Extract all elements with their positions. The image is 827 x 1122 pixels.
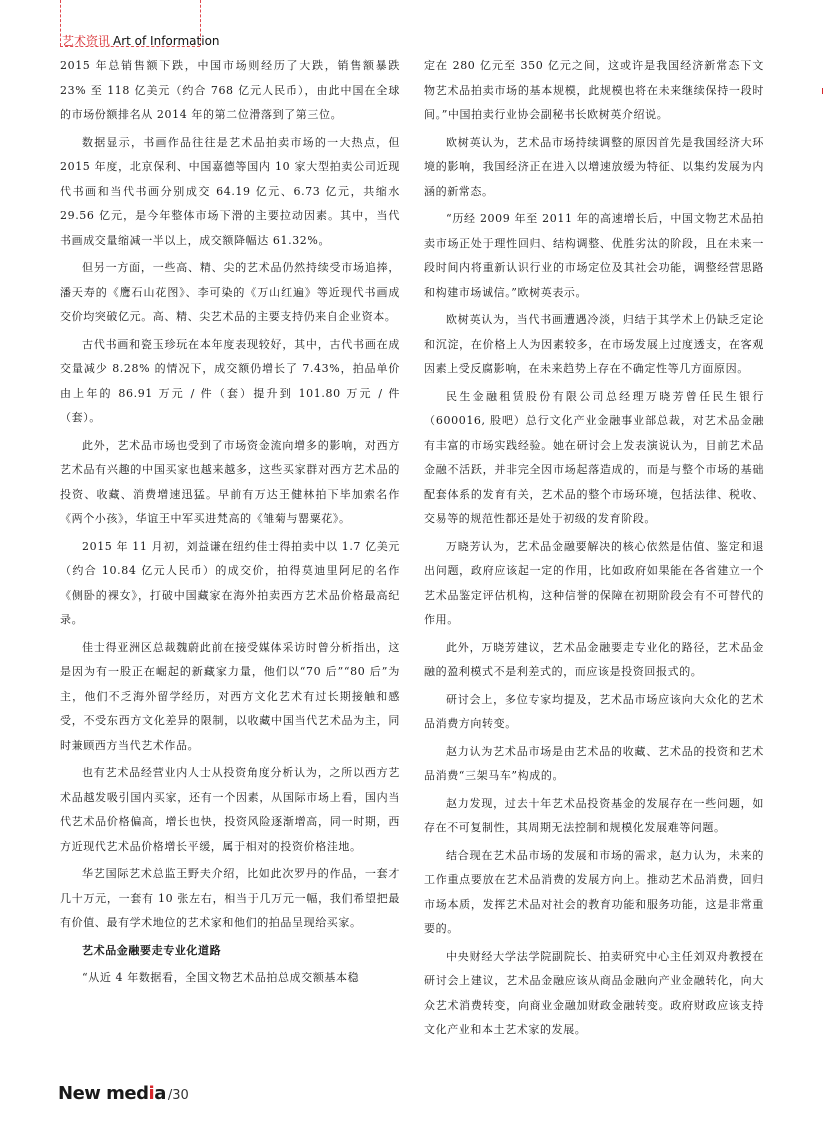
- paragraph: 万晓芳认为，艺术品金融要解决的核心依然是估值、鉴定和退出问题，政府应该起一定的作用，比如政府如果能在各省建立一个艺术品鉴定评估机构，这种信誉的保障在初期阶段会有不可替代的作用。: [424, 539, 764, 626]
- paragraph: 结合现在艺术品市场的发展和市场的需求，赵力认为，未来的工作重点要放在艺术品消费的发展方向上。推动艺术品消费，回归市场本质，发挥艺术品对社会的教育功能和服务功能，这是非常重要的。: [424, 848, 764, 935]
- page-footer: [58, 1083, 189, 1104]
- paragraph: 华艺国际艺术总监王野夫介绍，比如此次罗丹的作品，一套才几十万元，一套有 10 张左右，相当于几万元一幅，我们希望把最有价值、最有学术地位的艺术家和他们的拍品呈现给买家。: [60, 867, 400, 929]
- paragraph: 赵力发现，过去十年艺术品投资基金的发展存在一些问题，如存在不可复制性，其周期无法控制和规模化发展难等问题。: [424, 796, 764, 834]
- paragraph: 欧树英认为，当代书画遭遇冷淡，归结于其学术上仍缺乏定论和沉淀，在价格上人为因素较多，在市场发展上过度透支，在客观因素上受反腐影响，在未来趋势上存在不确定性等几方面原因。: [424, 313, 764, 375]
- paragraph: 也有艺术品经营业内人士从投资角度分析认为，之所以西方艺术品越发吸引国内买家，还有一个因素，从国际市场上看，国内当代艺术品价格偏高，增长也快，投资风险逐渐增高，同一时期，西方近现代艺术品价格增长平缓，属于相对的投资价格洼地。: [60, 766, 400, 853]
- paragraph: 赵力认为艺术品市场是由艺术品的收藏、艺术品的投资和艺术品消费“三架马车”构成的。: [424, 744, 764, 782]
- logo-accent-letter: i: [148, 1083, 155, 1104]
- paragraph: 研讨会上，多位专家均提及，艺术品市场应该向大众化的艺术品消费方向转变。: [424, 692, 764, 730]
- paragraph: 2015 年 11 月初，刘益谦在纽约佳士得拍卖中以 1.7 亿美元（约合 10.84 亿元人民币）的成交价，拍得莫迪里阿尼的名作《侧卧的裸女》，打破中国藏家在海外拍卖西方艺术品价格最高纪录。: [60, 539, 400, 626]
- paragraph: 欧树英认为，艺术品市场持续调整的原因首先是我国经济大环境的影响，我国经济正在进入以增速放缓为特征、以集约发展为内涵的新常态。: [424, 135, 764, 198]
- article-column-left: [60, 54, 400, 994]
- paragraph: 古代书画和瓷玉珍玩在本年度表现较好，其中，古代书画在成交量减少 8.28% 的情况下，成交额仍增长了 7.43%，拍品单价由上年的 86.91 万元 / 件（套）提升到 101.80 万元 / 件（套）。: [60, 337, 400, 424]
- page-number: /30: [167, 1088, 189, 1103]
- paragraph: “历经 2009 年至 2011 年的高速增长后，中国文物艺术品拍卖市场正处于理性回归、结构调整、优胜劣汰的阶段，且在未来一段时间内将重新认识行业的市场定位及其社会功能，调整经营思路和构建市场诚信。”欧树英表示。: [424, 212, 764, 299]
- paragraph: 佳士得亚洲区总裁魏蔚此前在接受媒体采访时曾分析指出，这是因为有一股正在崛起的新藏家力量，他们以“70 后”“80 后”为主，他们不乏海外留学经历，对西方文化艺术有过长期接触和感受，不受东西方文化差异的限制，以收藏中国当代艺术品为主，同时兼顾西方当代艺术作品。: [60, 640, 400, 752]
- crop-guide-left: [60, 0, 61, 46]
- section-header: [62, 34, 220, 48]
- edge-mark: [822, 88, 827, 94]
- section-title-en: Art of Information: [113, 34, 220, 48]
- section-title-cn: 艺术资讯: [62, 34, 111, 48]
- paragraph: 此外，艺术品市场也受到了市场资金流向增多的影响，对西方艺术品有兴趣的中国买家也越来越多，这些买家群对西方艺术品的投资、收藏、消费增速迅猛。早前有万达王健林拍下毕加索名作《两个小孩》，华谊王中军买进梵高的《雏菊与罂粟花》。: [60, 438, 400, 525]
- paragraph: 此外，万晓芳建议，艺术品金融要走专业化的路径，艺术品金融的盈利模式不是利差式的，而应该是投资回报式的。: [424, 640, 764, 678]
- magazine-logo: [58, 1083, 166, 1104]
- logo-text-end: a: [154, 1083, 166, 1104]
- logo-text: New med: [58, 1083, 149, 1104]
- paragraph: 数据显示，书画作品往往是艺术品拍卖市场的一大热点，但 2015 年度，北京保利、中国嘉德等国内 10 家大型拍卖公司近现代书画和当代书画分别成交 64.19 亿元、6.73 亿元，共缩水 29.56 亿元，是今年整体市场下滑的主要拉动因素。其中，当代书画成交量缩减一半以上，成交额降幅达 61.32%。: [60, 135, 400, 247]
- article-column-right: [424, 54, 764, 1046]
- paragraph: 2015 年总销售额下跌，中国市场则经历了大跌，销售额暴跌 23% 至 118 亿美元（约合 768 亿元人民币），由此中国在全球的市场份额排名从 2014 年的第二位滑落到了第三位。: [60, 59, 400, 121]
- paragraph: 中央财经大学法学院副院长、拍卖研究中心主任刘双舟教授在研讨会上建议，艺术品金融应该从商品金融向产业金融转化，向大众艺术消费转变，向商业金融加财政金融转变。政府财政应该支持文化产业和本土艺术家的发展。: [424, 949, 764, 1036]
- paragraph: 民生金融租赁股份有限公司总经理万晓芳曾任民生银行（600016, 股吧）总行文化产业金融事业部总裁，对艺术品金融有丰富的市场实践经验。她在研讨会上发表演说认为，目前艺术品金融不活跃，并非完全因市场起落造成的，而是与整个市场的基础配套体系的发育有关，艺术品的整个市场环境，包括法律、税收、交易等的规范性都还是处于初级的发育阶段。: [424, 389, 764, 525]
- section-subheading: 艺术品金融要走专业化道路: [82, 943, 222, 957]
- paragraph: “从近 4 年数据看，全国文物艺术品拍总成交额基本稳: [82, 971, 360, 984]
- paragraph: 但另一方面，一些高、精、尖的艺术品仍然持续受市场追捧，潘天寿的《鹰石山花图》、李可染的《万山红遍》等近现代书画成交价均突破亿元。高、精、尖艺术品的主要支持仍来自企业资本。: [60, 261, 400, 323]
- paragraph: 定在 280 亿元至 350 亿元之间，这或许是我国经济新常态下文物艺术品拍卖市场的基本规模，此规模也将在未来继续保持一段时间。”中国拍卖行业协会副秘书长欧树英介绍说。: [424, 59, 764, 121]
